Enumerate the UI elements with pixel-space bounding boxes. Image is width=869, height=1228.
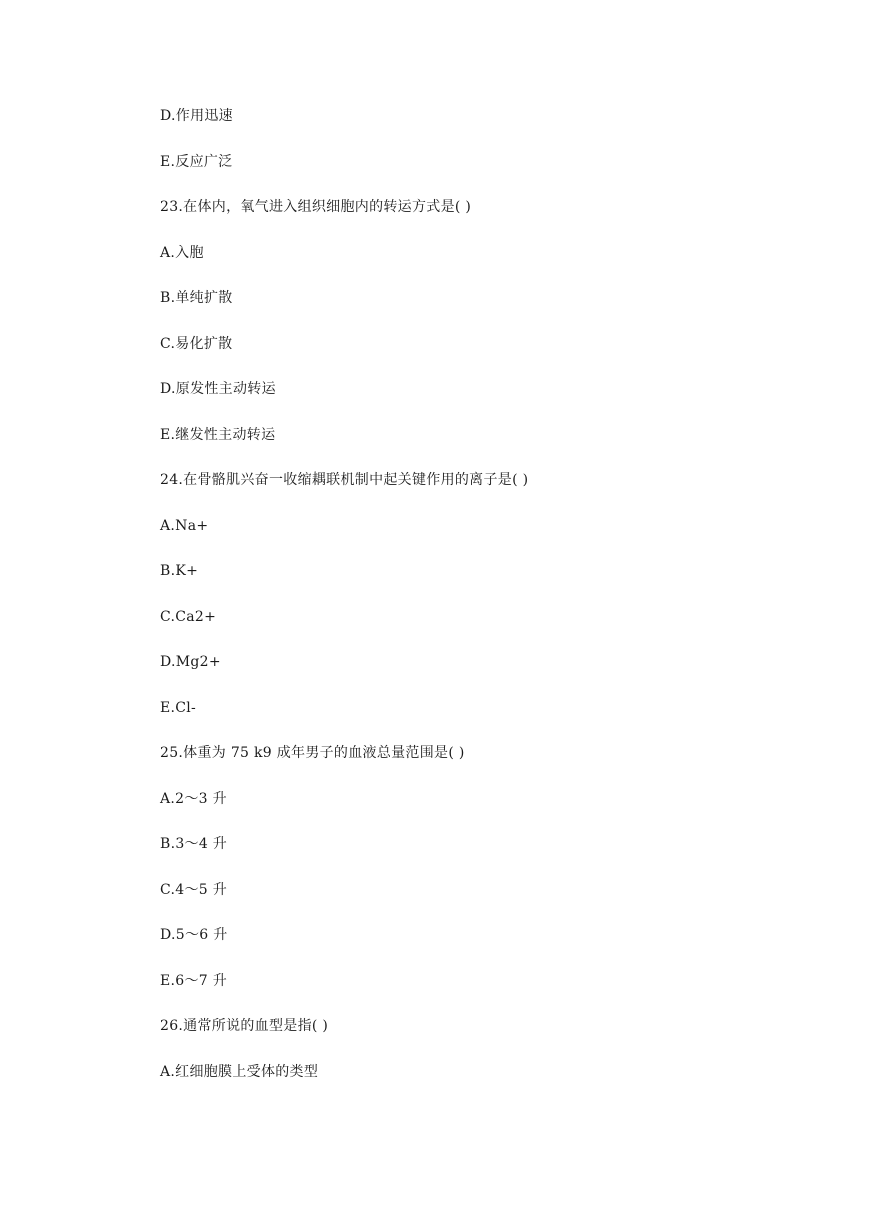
q22-option-d: D.作用迅速 bbox=[160, 108, 233, 124]
q26-option-a: A.红细胞膜上受体的类型 bbox=[160, 1064, 319, 1080]
q23-option-d: D.原发性主动转运 bbox=[160, 381, 276, 397]
q24-option-c: C.Ca2+ bbox=[160, 609, 217, 625]
q24-option-a: A.Na+ bbox=[160, 518, 209, 534]
question-23: 23.在体内，氧气进入组织细胞内的转运方式是( ) bbox=[160, 199, 472, 215]
question-25: 25.体重为 75 k9 成年男子的血液总量范围是( ) bbox=[160, 745, 465, 761]
q23-option-b: B.单纯扩散 bbox=[160, 290, 233, 306]
q23-option-e: E.继发性主动转运 bbox=[160, 427, 276, 443]
q23-option-a: A.入胞 bbox=[160, 245, 204, 261]
q25-option-a: A.2～3 升 bbox=[160, 791, 227, 807]
q24-option-b: B.K+ bbox=[160, 563, 199, 579]
q24-option-e: E.Cl- bbox=[160, 700, 197, 716]
q25-option-c: C.4～5 升 bbox=[160, 882, 228, 898]
q22-option-e: E.反应广泛 bbox=[160, 154, 233, 170]
q25-option-d: D.5～6 升 bbox=[160, 927, 228, 943]
q25-option-e: E.6～7 升 bbox=[160, 973, 228, 989]
q25-option-b: B.3～4 升 bbox=[160, 836, 228, 852]
question-26: 26.通常所说的血型是指( ) bbox=[160, 1018, 329, 1034]
question-24: 24.在骨骼肌兴奋一收缩耦联机制中起关键作用的离子是( ) bbox=[160, 472, 529, 488]
q23-option-c: C.易化扩散 bbox=[160, 336, 233, 352]
q24-option-d: D.Mg2+ bbox=[160, 654, 221, 670]
